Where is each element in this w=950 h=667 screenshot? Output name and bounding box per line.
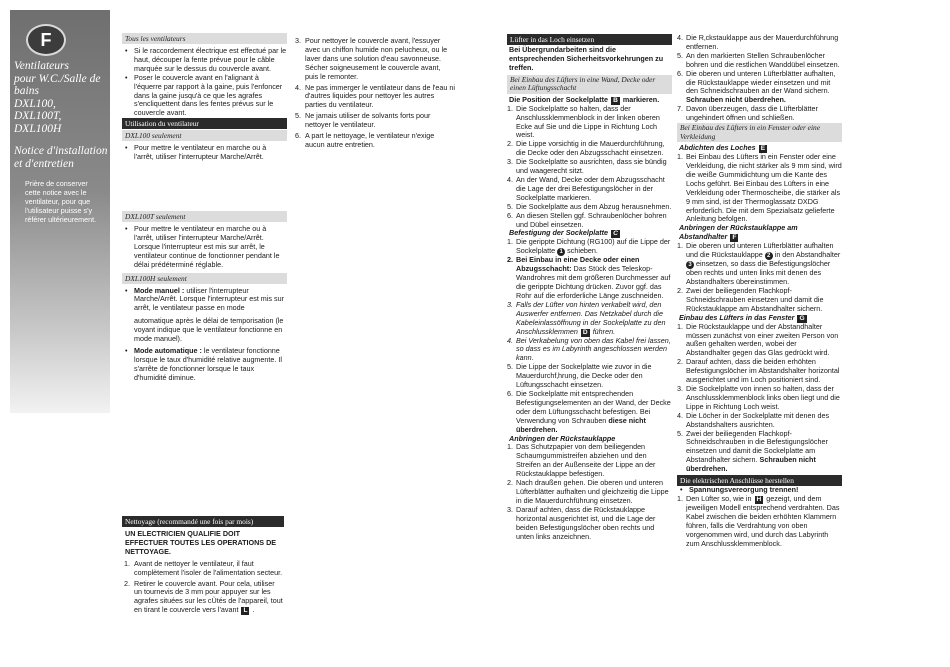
step-text: Ne pas immerger le ventilateur dans de l'eau ni d'autres liquides pour nettoyer les autres parties du ventilateur. [305,82,455,110]
step-text: Avant de nettoyer le ventilateur, il faut complètement l'isoler de l'alimentation secteur. [134,558,283,577]
mode-label: Mode manuel : [134,285,185,295]
keep-notice-text: Prière de conserver cette notice avec le ventilateur, pour que l'utilisateur puisse s'y référer ultérieurement. [25,179,97,224]
column-2 [293,37,455,150]
figure-ref: F [732,234,737,242]
list-item: 4. Die R‚ckstauklappe aus der Mauerdurchführung entfernen. [677,33,839,51]
subheading: Einbau des Lüfters in das Fenster G [679,312,805,322]
step-number: 3. [295,36,301,45]
list-item: • Si le raccordement électrique est effectué par le haut, découper la fente prévue pour le câble marquée sur le dessus du couvercle avant. [122,47,287,74]
part-callout: 2 [765,252,773,260]
list-item: 3. Darauf achten, dass die Rückstauklappe horizontal ausgerichtet ist, und die Lage der beiden Befestigungslöcher oben rechts und unten links anzeichnen. [507,504,656,541]
list-item: 1. Die oberen und unteren Lüfterblätter aufhalten und die Rückstauklappe 2 in den Abstandhalter 3 einsetzen, so dass die Befestigungslöcher oben rechts und unten links mit denen des Abstandhalters übereinstimmen. [677,241,841,287]
list-item [122,347,287,383]
title-line: DXL100, [14,97,56,110]
electrician-warning: UN ELECTRICIEN QUALIFIE DOIT EFFECTUER TOUTES LES OPERATIONS DE NETTOYAGE. [125,529,277,556]
list-item: 6. Die Sockelplatte mit entsprechenden Befestigungselementen an der Wand, der Decke oder dem Lüftungsschacht befestigen. Bei Verwendung von Schrauben diese nicht überdrehen. [507,389,671,434]
title-line: Ventilateurs [14,60,69,72]
list-item: 1. Das Schutzpapier von dem beiliegenden Schaumgummistreifen abziehen und den Streifen an der Außenseite der Lippe an der Rückstauklappe befestigen. [507,442,656,479]
list-item: 2. Die Lippe vorsichtig in die Mauerdurchführung, die Decke oder den Abzugsschacht einsetzen. [507,139,665,158]
heading-dxl100: DXL100 seulement [122,130,287,141]
step-number: 4. [295,82,301,92]
subtitle-line: Notice d'installation [14,145,108,157]
subheading: Befestigung der Sockelplatte C [509,228,618,238]
step-number: 2. [124,578,130,588]
heading-all-fans: Tous les ventilateurs [122,33,287,44]
list-item: 5. An den markierten Stellen Schraubenlöcher bohren und die restlichen Wanddübel einsetzen. [677,50,840,69]
subheading: Anbringen der Rückstauklappe [509,433,616,443]
list-item: 1. Bei Einbau des Lüfters in ein Fenster oder eine Verkleidung, die nicht stärker als 9 mm sind, wird die weiße Gummidichtung um die Kante des Lochs geführt. Bei Einbau des Lüfters in eine Verkleidung oder Thermoscheibe, die stärker als 9 mm sind, ist der Thermoglassatz DXDG erforderlich. Die mit dem Spezialsatz gelieferte Anleitung befolgen. [677,152,842,224]
step-text: Ne jamais utiliser de solvants forts pour nettoyer le ventilateur. [305,111,431,130]
list-item: 2. Bei Einbau in eine Decke oder einen Abzugsschacht: Das Stück des Teleskop-Wandrohres mit dem größeren Durchmesser auf die gerippte Dichtung drücken. Zuvor ggf. das Rohr auf die erforderliche Länge zuschneiden. [507,255,671,300]
heading-usage: Utilisation du ventilateur [122,118,287,129]
list-item: 1. Die Rückstauklappe und der Abstandhalter müssen zunächst von einer zweiten Person von außen gehalten werden, wobei der Abstandhalter gegen das Glas gedrückt wird. [677,321,839,358]
list-item [122,287,287,314]
step-text: Retirer le couvercle avant. Pour cela, utiliser un tournevis de 3 mm pour appuyer sur les agrafes situées sur les cÙtés de l'appareil, tout en tirant le couvercle vers l'avant [134,578,283,615]
heading-electrical: Die elektrischen Anschlüsse herstellen [677,475,842,486]
list-item: 1. Die gerippte Dichtung (RG100) auf die Lippe der Sockelplatte 1 schieben. [507,237,671,256]
part-callout: 3 [686,261,694,269]
step-number: 6. [295,131,301,141]
step-text: Pour nettoyer le couvercle avant, l'essuyer avec un chiffon humide non pelucheux, ou le laver dans une solution d'eau savonneuse. Sécher soigneusement le couvercle avant, puis le remonter. [305,36,448,81]
list-item: 2. Nach draußen gehen. Die oberen und unteren Lüfterblätter aufhalten und gleichzeitig die Lippe in die Mauerdurchführung einsetzen. [507,478,669,505]
step-text: A part le nettoyage, le ventilateur n'exige aucun autre entretien. [305,131,435,149]
heading-insert-fan: Lüfter in das Loch einsetzen [507,34,672,45]
list-item [293,112,455,130]
heading-cleaning: Nettoyage (recommandé une fois par mois) [122,516,284,527]
list-item [293,84,455,111]
list-item: 4. Die Löcher in der Sockelplatte mit denen des Abstandshalters ausrichten. [677,410,830,429]
language-badge: F [26,24,66,56]
list-item [293,37,455,82]
step-number: 5. [295,111,301,121]
list-item: 2. Retirer le couvercle avant. Pour cela, utiliser un tournevis de 3 mm pour appuyer sur les agrafes situées sur les cÙtés de l'appareil, tout en tirant le couvercle vers l'avant L . [124,578,283,615]
list-item: 6. An diesen Stellen ggf. Schraubenlöcher bohren und Dübel einsetzen. [507,210,667,229]
list-item: 5. Die Lippe der Sockelplatte wie zuvor in die Mauerdurchf‚hrung, die Decke oder den Lüftungsschacht einsetzen. [507,362,652,390]
subtitle-line: et d'entretien [14,157,74,170]
product-title [14,60,110,135]
heading-wall-install: Bei Einbau des Lüfters in eine Wand, Decke oder einen Lüftungsschacht [507,75,672,94]
column-1 [122,33,287,162]
mode-text: le ventilateur fonctionne lorsque le taux d'humidité relative augmente. Il s'arrête de fonctionner lorsque le taux d'humidité diminue. [134,345,283,382]
figure-ref: C [613,230,618,238]
column-1-cleaning [122,516,284,615]
list-item: 3. Die Sockelplatte so ausrichten, dass sie bündig und waagerecht sitzt. [507,157,667,176]
power-warning: • Spannungsvereorgung trennen! [677,486,842,495]
list-item: 6. Die oberen und unteren Lüfterblätter aufhalten, die Rückstauklappe wieder einsetzen und mit den Schneidschrauben an der Wand sichern. Schrauben nicht überdrehen. [677,68,836,105]
list-item [122,560,284,578]
figure-ref: H [756,495,762,503]
list-item: 4. Bei Verkabelung von oben das Kabel frei lassen, so dass es im Labyrinth angeschlossen werden kann. [507,335,671,363]
mode-text-cont: automatique après le délai de temporisation (le voyant indique que le ventilateur fonctionne en mode manuel). [134,316,284,344]
list-item: • Pour mettre le ventilateur en marche ou à l'arrêt, utiliser l'interrupteur Marche/Arrêt. Lorsque l'interrupteur est mis sur arrêt, le ventilateur continue de fonctionner pendant le délai prédéterminé réglable. [122,225,287,270]
list-item: • Pour mettre le ventilateur en marche ou à l'arrêt, utiliser l'interrupteur Marche/Arrêt. [122,144,287,162]
figure-ref: D [582,328,588,336]
title-line: bains [14,85,39,97]
figure-ref: L [243,607,248,615]
figure-ref: E [760,145,766,153]
list-item: 3. Die Sockelplatte von innen so halten, dass der Anschlussklemmenblock links oben liegt und die Lippe in Richtung Loch weist. [677,384,840,411]
heading-window-install: Bei Einbau des Lüfters in ein Fenster oder eine Verkleidung [677,123,842,142]
heading-dxl100h: DXL100H seulement [122,273,287,284]
mode-text: utiliser l'interrupteur Marche/Arrêt. Lorsque l'interrupteur est mis sur arrêt, le ventilateur passe en mode [134,285,284,313]
figure-ref: B [613,96,618,104]
list-item: • Poser le couvercle avant en l'alignant à l'équerre par rapport à la gaine, puis l'enfoncer dans la gaine jusqu'à ce que les agrafes s'encliquettent dans les fentes prévus sur le couvercle avant. [122,74,287,119]
list-item [293,132,455,150]
notice-subtitle [14,145,110,170]
list-item: 7. Davon überzeugen, dass die Lüfterblätter ungehindert öffnen und schließen. [677,104,818,123]
list-item: 5. Zwei der beiliegenden Flachkopf-Schneidschrauben in die Befestigungslöcher einsetzen und damit die Sockelplatte am Abstandhalter sichern. Schrauben nicht überdrehen. [677,428,828,474]
column-3 [507,34,672,541]
subheading: Anbringen der Rückstauklappe am Abstandhalter F [679,223,798,242]
title-line: DXL100H [14,122,62,135]
list-item: 5. Die Sockelplatte aus dem Abzug herausnehmen. [507,201,672,211]
list-item: 3. Falls der Lüfter von hinten verkabelt wird, den Auswerfer entfernen. Das Netzkabel durch die Kabeleinlassöffnung in der Sockelplatte zu den Anschlussklemmen D führen. [507,299,666,336]
subheading-text: markieren. [622,94,660,104]
heading-dxl100t: DXL100T seulement [122,211,287,222]
step-number: 1. [124,558,130,568]
safety-intro: Bei Übergrundarbeiten sind die entsprechenden Sicherheitsvorkehrungen zu treffen. [509,45,664,72]
title-line: pour W.C./Salle de [14,72,101,85]
list-item: 2. Zwei der beiliegenden Flachkopf-Schneidschrauben einsetzen und damit die Rückstauklappe am Abstandhalter sichern. [677,285,824,313]
column-1-dxl100t [122,211,287,383]
list-item: 1. Den Lüfter so, wie in H gezeigt, und dem jeweiligen Modell entsprechend verdrahten. Das Kabel zwischen die beiden erhöhten Klammern führen, falls die Verdrahtung von oben vorgenommen wird, und durch das Labyrinth zum Anschlussklemmenblock. [677,493,840,548]
list-item: 2. Darauf achten, dass die beiden erhöhten Befestigungslöcher im Abstandshalter horizontal ausgerichtet und im Loch positioniert sind. [677,357,840,385]
list-item: 1. Die Sockelplatte so halten, dass der Anschlussklemmenblock in der linken oberen Ecke auf Sie und die Lippe in Richtung Loch weist. [507,103,660,140]
part-callout: 1 [557,248,565,256]
mode-label: Mode automatique : [134,345,202,355]
figure-ref: G [799,314,805,322]
column-4 [677,34,842,549]
title-line: DXL100T, [14,110,62,122]
subheading: Abdichten des Loches E [679,143,766,153]
list-item: 4. An der Wand, Decke oder dem Abzugsschacht die Lage der drei Befestigungslöcher in der Sockelplatte markieren. [507,174,665,202]
subheading-text: Die Position der Sockelplatte [509,94,609,104]
